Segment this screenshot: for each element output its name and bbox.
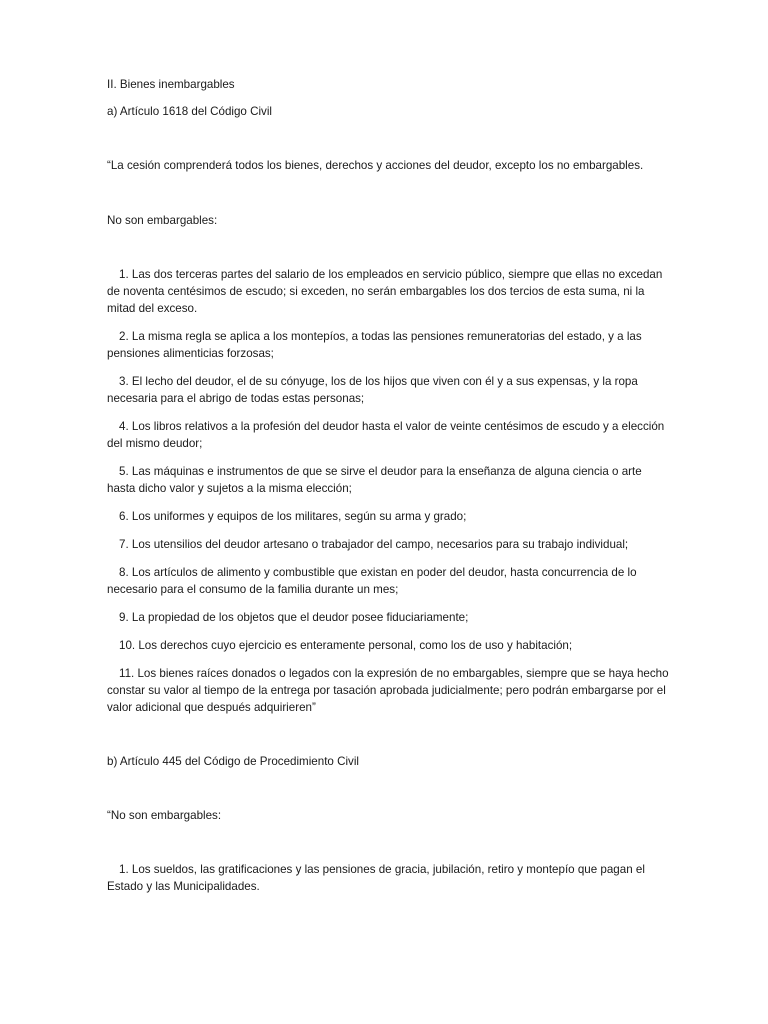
article-445-title: b) Artículo 445 del Código de Procedimiento Civil xyxy=(107,755,359,768)
list-item: 11. Los bienes raíces donados o legados con la expresión de no embargables, siempre que se haya hecho constar su valor al tiempo de la entrega por tasación aprobada judicialmente; pero podrán embargarse por el valor adicional que después adquirieren” xyxy=(107,667,669,714)
list-item: 7. Los utensilios del deudor artesano o trabajador del campo, necesarios para su trabajo individual; xyxy=(119,538,629,551)
list-item: 6. Los uniformes y equipos de los militares, según su arma y grado; xyxy=(119,510,467,523)
list-item: 1. Los sueldos, las gratificaciones y las pensiones de gracia, jubilación, retiro y montepío que pagan el Estado y las Municipalidades. xyxy=(107,863,645,893)
list-item: 3. El lecho del deudor, el de su cónyuge, los de los hijos que viven con él y a sus expensas, y la ropa necesaria para el abrigo de todas estas personas; xyxy=(107,375,638,405)
list-item: 4. Los libros relativos a la profesión del deudor hasta el valor de veinte centésimos de escudo y a elección del mismo deudor; xyxy=(107,420,665,450)
intro-paragraph: “La cesión comprenderá todos los bienes, derechos y acciones del deudor, excepto los no embargables. xyxy=(107,159,644,172)
no-embargables-label: No son embargables: xyxy=(107,214,218,227)
article-1618-title: a) Artículo 1618 del Código Civil xyxy=(107,105,272,118)
list-item: 10. Los derechos cuyo ejercicio es enteramente personal, como los de uso y habitación; xyxy=(119,639,573,652)
section-heading: II. Bienes inembargables xyxy=(107,78,235,91)
list-item: 1. Las dos terceras partes del salario de los empleados en servicio público, siempre que ellas no excedan de noventa centésimos de escudo; si exceden, no serán embargables los dos tercios de esta suma, ni la mitad del exceso. xyxy=(107,268,663,315)
list-item: 8. Los artículos de alimento y combustible que existan en poder del deudor, hasta concurrencia de lo necesario para el consumo de la familia durante un mes; xyxy=(107,566,637,596)
list-item: 2. La misma regla se aplica a los montepíos, a todas las pensiones remuneratorias del estado, y a las pensiones alimenticias forzosas; xyxy=(107,330,642,360)
list-item: 9. La propiedad de los objetos que el deudor posee fiduciariamente; xyxy=(119,611,469,624)
no-embargables-label-b: “No son embargables: xyxy=(107,809,222,822)
document-body xyxy=(107,76,669,906)
list-item: 5. Las máquinas e instrumentos de que se sirve el deudor para la enseñanza de alguna ciencia o arte hasta dicho valor y sujetos a la misma elección; xyxy=(107,465,642,495)
